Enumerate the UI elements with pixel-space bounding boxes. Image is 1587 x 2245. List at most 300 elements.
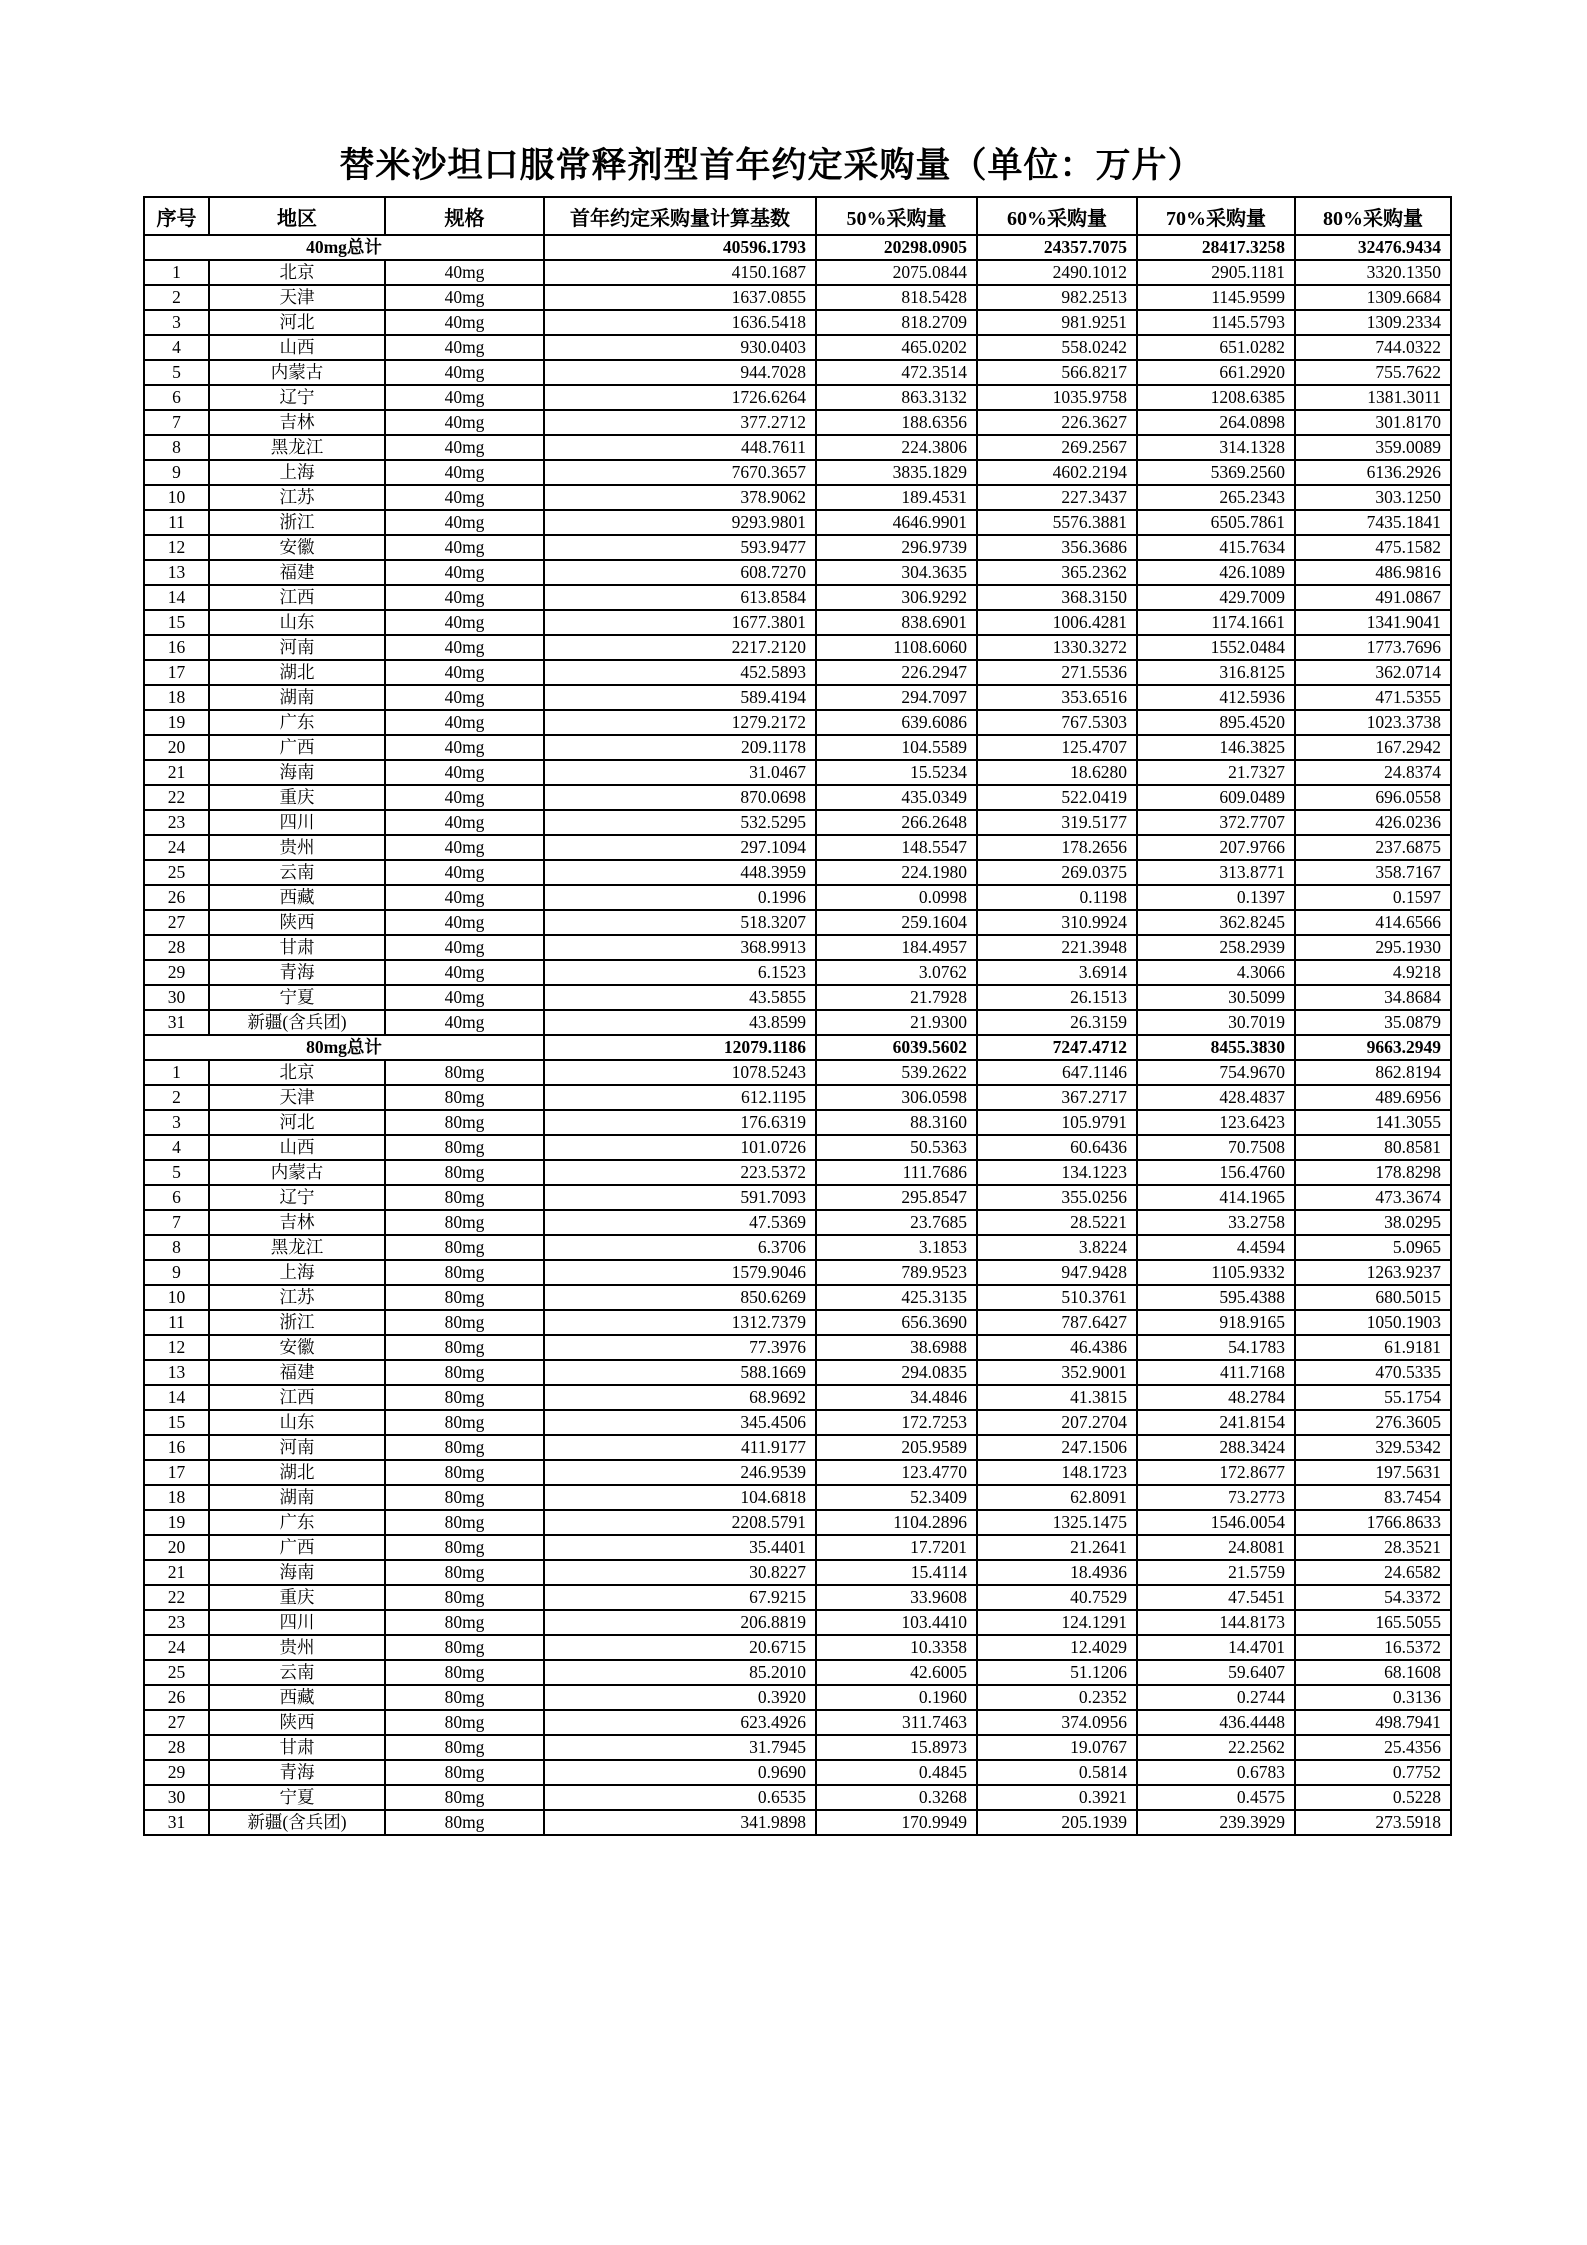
cell-spec: 40mg (385, 310, 544, 335)
cell-value: 0.4845 (816, 1760, 977, 1785)
cell-region: 湖北 (209, 1460, 385, 1485)
cell-value: 595.4388 (1137, 1285, 1295, 1310)
cell-value: 0.6783 (1137, 1760, 1295, 1785)
column-header: 序号 (144, 197, 209, 235)
cell-value: 412.5936 (1137, 685, 1295, 710)
cell-value: 24.6582 (1295, 1560, 1451, 1585)
cell-value: 226.3627 (977, 410, 1137, 435)
table-row (144, 285, 1451, 310)
cell-value: 21.7327 (1137, 760, 1295, 785)
cell-value: 104.5589 (816, 735, 977, 760)
cell-value: 314.1328 (1137, 435, 1295, 460)
cell-total-value: 8455.3830 (1137, 1035, 1295, 1060)
cell-value: 591.7093 (544, 1185, 816, 1210)
table-row (144, 1310, 1451, 1335)
cell-value: 266.2648 (816, 810, 977, 835)
cell-value: 0.0998 (816, 885, 977, 910)
cell-value: 70.7508 (1137, 1135, 1295, 1160)
cell-value: 23.7685 (816, 1210, 977, 1235)
cell-value: 303.1250 (1295, 485, 1451, 510)
cell-value: 237.6875 (1295, 835, 1451, 860)
cell-value: 1726.6264 (544, 385, 816, 410)
cell-value: 167.2942 (1295, 735, 1451, 760)
table-row (144, 1210, 1451, 1235)
cell-index: 20 (144, 735, 209, 760)
cell-index: 22 (144, 1585, 209, 1610)
cell-value: 1174.1661 (1137, 610, 1295, 635)
cell-value: 111.7686 (816, 1160, 977, 1185)
cell-region: 河南 (209, 1435, 385, 1460)
cell-value: 1035.9758 (977, 385, 1137, 410)
cell-value: 0.3921 (977, 1785, 1137, 1810)
cell-value: 1381.3011 (1295, 385, 1451, 410)
section-total-row (144, 235, 1451, 260)
cell-index: 29 (144, 960, 209, 985)
cell-value: 105.9791 (977, 1110, 1137, 1135)
cell-value: 539.2622 (816, 1060, 977, 1085)
cell-region: 甘肃 (209, 935, 385, 960)
cell-value: 1050.1903 (1295, 1310, 1451, 1335)
cell-value: 310.9924 (977, 910, 1137, 935)
cell-region: 江苏 (209, 485, 385, 510)
cell-value: 5576.3881 (977, 510, 1137, 535)
cell-value: 28.5221 (977, 1210, 1137, 1235)
cell-spec: 40mg (385, 935, 544, 960)
table-row (144, 1260, 1451, 1285)
cell-value: 589.4194 (544, 685, 816, 710)
cell-region: 上海 (209, 460, 385, 485)
table-row (144, 1760, 1451, 1785)
cell-value: 518.3207 (544, 910, 816, 935)
cell-value: 26.1513 (977, 985, 1137, 1010)
cell-index: 12 (144, 1335, 209, 1360)
cell-value: 184.4957 (816, 935, 977, 960)
cell-spec: 80mg (385, 1585, 544, 1610)
cell-region: 湖北 (209, 660, 385, 685)
cell-region: 山西 (209, 335, 385, 360)
table-row (144, 785, 1451, 810)
table-row (144, 1435, 1451, 1460)
cell-index: 9 (144, 460, 209, 485)
cell-value: 787.6427 (977, 1310, 1137, 1335)
cell-value: 68.1608 (1295, 1660, 1451, 1685)
cell-index: 29 (144, 1760, 209, 1785)
table-row (144, 1410, 1451, 1435)
cell-value: 165.5055 (1295, 1610, 1451, 1635)
cell-value: 296.9739 (816, 535, 977, 560)
table-row (144, 1585, 1451, 1610)
cell-value: 10.3358 (816, 1635, 977, 1660)
table-row (144, 1635, 1451, 1660)
cell-index: 30 (144, 1785, 209, 1810)
cell-region: 吉林 (209, 1210, 385, 1235)
table-row (144, 735, 1451, 760)
cell-region: 江西 (209, 1385, 385, 1410)
cell-value: 19.0767 (977, 1735, 1137, 1760)
table-row (144, 660, 1451, 685)
cell-value: 104.6818 (544, 1485, 816, 1510)
cell-value: 18.6280 (977, 760, 1137, 785)
cell-value: 146.3825 (1137, 735, 1295, 760)
cell-total-value: 32476.9434 (1295, 235, 1451, 260)
table-row (144, 810, 1451, 835)
cell-index: 4 (144, 335, 209, 360)
cell-region: 安徽 (209, 535, 385, 560)
cell-region: 浙江 (209, 510, 385, 535)
cell-spec: 80mg (385, 1060, 544, 1085)
cell-value: 0.3268 (816, 1785, 977, 1810)
cell-value: 26.3159 (977, 1010, 1137, 1035)
cell-value: 83.7454 (1295, 1485, 1451, 1510)
cell-region: 四川 (209, 810, 385, 835)
cell-region: 广西 (209, 1535, 385, 1560)
cell-value: 1341.9041 (1295, 610, 1451, 635)
cell-spec: 40mg (385, 760, 544, 785)
column-header: 70%采购量 (1137, 197, 1295, 235)
cell-spec: 40mg (385, 285, 544, 310)
cell-region: 云南 (209, 860, 385, 885)
cell-value: 608.7270 (544, 560, 816, 585)
cell-spec: 40mg (385, 435, 544, 460)
procurement-table (143, 196, 1452, 1836)
table-row (144, 885, 1451, 910)
cell-spec: 80mg (385, 1785, 544, 1810)
cell-index: 21 (144, 760, 209, 785)
cell-value: 5369.2560 (1137, 460, 1295, 485)
cell-value: 359.0089 (1295, 435, 1451, 460)
table-header (144, 197, 1451, 235)
cell-value: 1023.3738 (1295, 710, 1451, 735)
cell-region: 福建 (209, 1360, 385, 1385)
cell-value: 148.1723 (977, 1460, 1137, 1485)
cell-value: 264.0898 (1137, 410, 1295, 435)
cell-value: 2208.5791 (544, 1510, 816, 1535)
table-row (144, 1010, 1451, 1035)
cell-region: 陕西 (209, 1710, 385, 1735)
cell-value: 77.3976 (544, 1335, 816, 1360)
cell-index: 5 (144, 360, 209, 385)
cell-value: 17.7201 (816, 1535, 977, 1560)
table-row (144, 1085, 1451, 1110)
cell-value: 353.6516 (977, 685, 1137, 710)
cell-value: 40.7529 (977, 1585, 1137, 1610)
cell-value: 1104.2896 (816, 1510, 977, 1535)
cell-value: 510.3761 (977, 1285, 1137, 1310)
cell-value: 3.0762 (816, 960, 977, 985)
cell-value: 21.5759 (1137, 1560, 1295, 1585)
cell-spec: 40mg (385, 810, 544, 835)
cell-spec: 40mg (385, 735, 544, 760)
cell-region: 广东 (209, 710, 385, 735)
cell-index: 12 (144, 535, 209, 560)
cell-spec: 40mg (385, 560, 544, 585)
cell-value: 259.1604 (816, 910, 977, 935)
cell-index: 2 (144, 285, 209, 310)
cell-value: 947.9428 (977, 1260, 1137, 1285)
cell-value: 5.0965 (1295, 1235, 1451, 1260)
cell-value: 6.3706 (544, 1235, 816, 1260)
cell-value: 276.3605 (1295, 1410, 1451, 1435)
cell-value: 3.8224 (977, 1235, 1137, 1260)
cell-value: 472.3514 (816, 360, 977, 385)
cell-value: 50.5363 (816, 1135, 977, 1160)
cell-value: 0.2352 (977, 1685, 1137, 1710)
cell-region: 辽宁 (209, 385, 385, 410)
table-row (144, 1610, 1451, 1635)
cell-value: 491.0867 (1295, 585, 1451, 610)
cell-value: 3320.1350 (1295, 260, 1451, 285)
cell-index: 24 (144, 1635, 209, 1660)
column-header: 首年约定采购量计算基数 (544, 197, 816, 235)
table-body (144, 235, 1451, 1835)
cell-region: 西藏 (209, 885, 385, 910)
cell-index: 7 (144, 410, 209, 435)
cell-spec: 80mg (385, 1360, 544, 1385)
cell-value: 411.7168 (1137, 1360, 1295, 1385)
section-total-row (144, 1035, 1451, 1060)
cell-region: 河北 (209, 310, 385, 335)
cell-value: 30.8227 (544, 1560, 816, 1585)
cell-region: 四川 (209, 1610, 385, 1635)
table-row (144, 860, 1451, 885)
cell-value: 178.8298 (1295, 1160, 1451, 1185)
cell-index: 16 (144, 1435, 209, 1460)
cell-spec: 40mg (385, 910, 544, 935)
cell-value: 365.2362 (977, 560, 1137, 585)
cell-spec: 80mg (385, 1735, 544, 1760)
cell-region: 上海 (209, 1260, 385, 1285)
cell-value: 1330.3272 (977, 635, 1137, 660)
cell-value: 21.9300 (816, 1010, 977, 1035)
cell-value: 7670.3657 (544, 460, 816, 485)
cell-spec: 80mg (385, 1635, 544, 1660)
cell-region: 新疆(含兵团) (209, 1810, 385, 1835)
cell-value: 241.8154 (1137, 1410, 1295, 1435)
cell-index: 11 (144, 1310, 209, 1335)
cell-value: 125.4707 (977, 735, 1137, 760)
table-row (144, 1110, 1451, 1135)
table-row (144, 985, 1451, 1010)
cell-value: 329.5342 (1295, 1435, 1451, 1460)
cell-value: 0.3920 (544, 1685, 816, 1710)
cell-value: 944.7028 (544, 360, 816, 385)
cell-index: 20 (144, 1535, 209, 1560)
table-row (144, 1485, 1451, 1510)
cell-value: 2075.0844 (816, 260, 977, 285)
cell-value: 227.3437 (977, 485, 1137, 510)
cell-value: 498.7941 (1295, 1710, 1451, 1735)
cell-spec: 40mg (385, 785, 544, 810)
cell-value: 345.4506 (544, 1410, 816, 1435)
cell-spec: 40mg (385, 460, 544, 485)
cell-region: 湖南 (209, 1485, 385, 1510)
cell-value: 612.1195 (544, 1085, 816, 1110)
cell-value: 362.0714 (1295, 660, 1451, 685)
cell-value: 452.5893 (544, 660, 816, 685)
cell-value: 1636.5418 (544, 310, 816, 335)
table-row (144, 1385, 1451, 1410)
cell-value: 306.9292 (816, 585, 977, 610)
cell-index: 7 (144, 1210, 209, 1235)
cell-value: 1579.9046 (544, 1260, 816, 1285)
cell-index: 18 (144, 1485, 209, 1510)
cell-value: 377.2712 (544, 410, 816, 435)
cell-index: 13 (144, 560, 209, 585)
cell-value: 7435.1841 (1295, 510, 1451, 535)
cell-spec: 40mg (385, 585, 544, 610)
cell-index: 31 (144, 1810, 209, 1835)
table-row (144, 1685, 1451, 1710)
column-header: 规格 (385, 197, 544, 235)
cell-value: 16.5372 (1295, 1635, 1451, 1660)
cell-value: 588.1669 (544, 1360, 816, 1385)
cell-value: 1145.9599 (1137, 285, 1295, 310)
cell-index: 11 (144, 510, 209, 535)
cell-value: 1279.2172 (544, 710, 816, 735)
cell-index: 28 (144, 935, 209, 960)
cell-value: 207.2704 (977, 1410, 1137, 1435)
cell-value: 103.4410 (816, 1610, 977, 1635)
cell-value: 239.3929 (1137, 1810, 1295, 1835)
cell-value: 2905.1181 (1137, 260, 1295, 285)
section-total-label: 80mg总计 (144, 1035, 544, 1060)
cell-index: 22 (144, 785, 209, 810)
cell-value: 301.8170 (1295, 410, 1451, 435)
cell-value: 0.5228 (1295, 1785, 1451, 1810)
cell-value: 1677.3801 (544, 610, 816, 635)
cell-region: 浙江 (209, 1310, 385, 1335)
cell-value: 414.6566 (1295, 910, 1451, 935)
cell-index: 27 (144, 910, 209, 935)
cell-value: 475.1582 (1295, 535, 1451, 560)
cell-spec: 40mg (385, 1010, 544, 1035)
cell-value: 1078.5243 (544, 1060, 816, 1085)
cell-region: 江苏 (209, 1285, 385, 1310)
cell-value: 1105.9332 (1137, 1260, 1295, 1285)
table-row (144, 910, 1451, 935)
cell-spec: 80mg (385, 1710, 544, 1735)
cell-spec: 80mg (385, 1485, 544, 1510)
cell-value: 355.0256 (977, 1185, 1137, 1210)
cell-value: 558.0242 (977, 335, 1137, 360)
table-row (144, 360, 1451, 385)
cell-spec: 40mg (385, 360, 544, 385)
cell-value: 1773.7696 (1295, 635, 1451, 660)
table-row (144, 1785, 1451, 1810)
cell-value: 85.2010 (544, 1660, 816, 1685)
cell-value: 0.1397 (1137, 885, 1295, 910)
cell-value: 4150.1687 (544, 260, 816, 285)
cell-value: 316.8125 (1137, 660, 1295, 685)
cell-value: 41.3815 (977, 1385, 1137, 1410)
cell-value: 0.1597 (1295, 885, 1451, 910)
cell-index: 23 (144, 810, 209, 835)
cell-region: 江西 (209, 585, 385, 610)
table-row (144, 685, 1451, 710)
cell-value: 35.4401 (544, 1535, 816, 1560)
cell-value: 863.3132 (816, 385, 977, 410)
cell-value: 80.8581 (1295, 1135, 1451, 1160)
cell-region: 陕西 (209, 910, 385, 935)
cell-region: 天津 (209, 1085, 385, 1110)
section-total-label: 40mg总计 (144, 235, 544, 260)
cell-region: 内蒙古 (209, 360, 385, 385)
cell-value: 471.5355 (1295, 685, 1451, 710)
cell-value: 197.5631 (1295, 1460, 1451, 1485)
cell-value: 368.9913 (544, 935, 816, 960)
cell-value: 356.3686 (977, 535, 1137, 560)
table-row (144, 585, 1451, 610)
cell-value: 313.8771 (1137, 860, 1295, 885)
cell-value: 2490.1012 (977, 260, 1137, 285)
cell-value: 1006.4281 (977, 610, 1137, 635)
cell-spec: 40mg (385, 885, 544, 910)
cell-index: 19 (144, 710, 209, 735)
page-title: 替米沙坦口服常释剂型首年约定采购量（单位：万片） (339, 146, 1204, 185)
cell-value: 918.9165 (1137, 1310, 1295, 1335)
cell-value: 593.9477 (544, 535, 816, 560)
table-row (144, 1360, 1451, 1385)
cell-value: 981.9251 (977, 310, 1137, 335)
cell-spec: 80mg (385, 1410, 544, 1435)
cell-spec: 80mg (385, 1210, 544, 1235)
cell-value: 297.1094 (544, 835, 816, 860)
cell-region: 福建 (209, 560, 385, 585)
cell-region: 新疆(含兵团) (209, 1010, 385, 1035)
cell-value: 67.9215 (544, 1585, 816, 1610)
cell-value: 0.4575 (1137, 1785, 1295, 1810)
cell-index: 21 (144, 1560, 209, 1585)
cell-index: 19 (144, 1510, 209, 1535)
cell-value: 0.2744 (1137, 1685, 1295, 1710)
cell-region: 天津 (209, 285, 385, 310)
cell-value: 226.2947 (816, 660, 977, 685)
cell-spec: 80mg (385, 1285, 544, 1310)
cell-index: 26 (144, 1685, 209, 1710)
cell-value: 0.5814 (977, 1760, 1137, 1785)
cell-value: 188.6356 (816, 410, 977, 435)
cell-region: 西藏 (209, 1685, 385, 1710)
cell-index: 16 (144, 635, 209, 660)
cell-region: 重庆 (209, 1585, 385, 1610)
cell-region: 广东 (209, 1510, 385, 1535)
cell-value: 895.4520 (1137, 710, 1295, 735)
table-row (144, 460, 1451, 485)
cell-value: 426.1089 (1137, 560, 1295, 585)
cell-value: 489.6956 (1295, 1085, 1451, 1110)
cell-region: 北京 (209, 1060, 385, 1085)
header-row (144, 197, 1451, 235)
cell-value: 304.3635 (816, 560, 977, 585)
cell-spec: 80mg (385, 1435, 544, 1460)
cell-value: 178.2656 (977, 835, 1137, 860)
cell-index: 17 (144, 660, 209, 685)
cell-value: 124.1291 (977, 1610, 1137, 1635)
cell-total-value: 20298.0905 (816, 235, 977, 260)
cell-spec: 40mg (385, 660, 544, 685)
cell-value: 767.5303 (977, 710, 1137, 735)
cell-spec: 40mg (385, 985, 544, 1010)
cell-index: 2 (144, 1085, 209, 1110)
cell-value: 436.4448 (1137, 1710, 1295, 1735)
column-header: 50%采购量 (816, 197, 977, 235)
cell-value: 425.3135 (816, 1285, 977, 1310)
table-row (144, 310, 1451, 335)
cell-value: 426.0236 (1295, 810, 1451, 835)
cell-value: 0.6535 (544, 1785, 816, 1810)
cell-region: 黑龙江 (209, 1235, 385, 1260)
column-header: 地区 (209, 197, 385, 235)
